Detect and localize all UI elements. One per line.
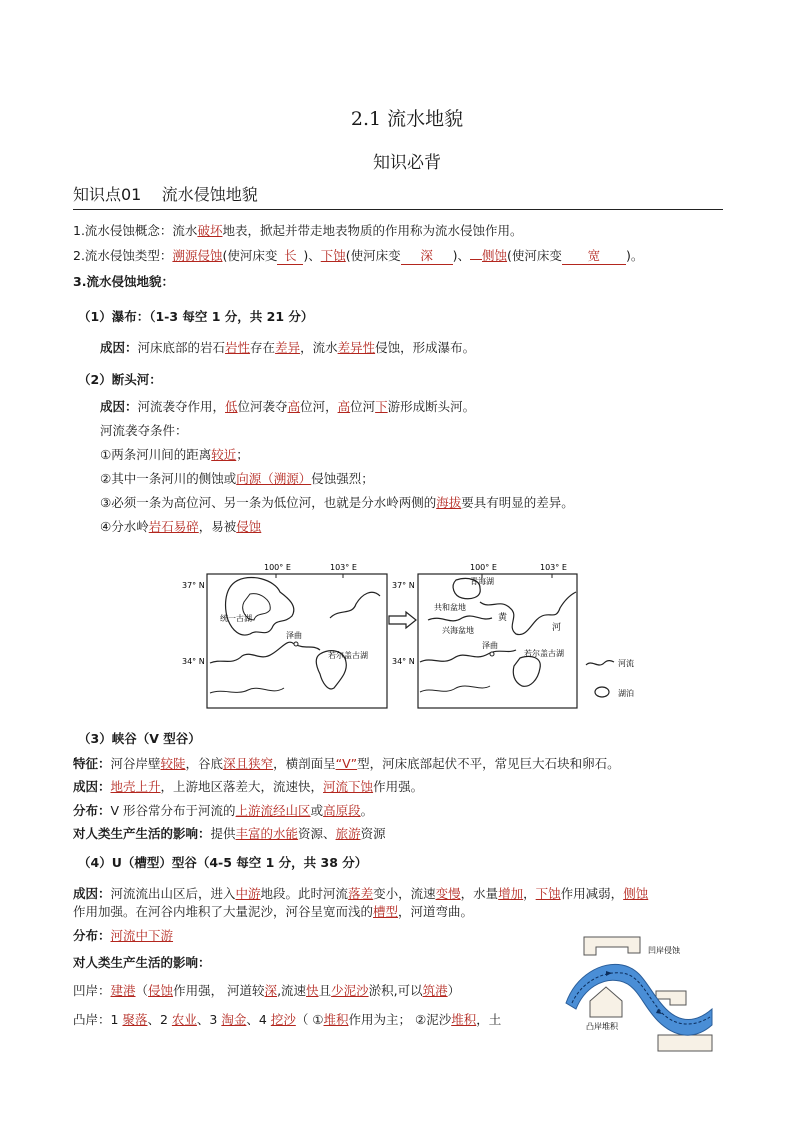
label: 成因：: [100, 399, 138, 414]
label: 对人类生产生活的影响：: [73, 826, 211, 841]
blank-lead: [470, 259, 482, 260]
left-river-upper: [330, 592, 380, 618]
left-lake-label: 统一古湖: [220, 614, 252, 623]
answer: 变慢: [435, 886, 461, 901]
text: 位河，: [300, 399, 338, 414]
text: 作用强。: [373, 779, 424, 794]
right-zequ-label: 泽曲: [482, 641, 498, 650]
text: 淤积,可以: [368, 983, 423, 998]
text: 地表，掀起并带走地表物质的作用称为流水侵蚀作用。: [222, 223, 523, 238]
answer: 差异性: [337, 340, 376, 355]
text: ②其中一条河川的侧蚀或: [100, 471, 237, 486]
label: 成因：: [73, 886, 111, 901]
label: 分布：: [73, 803, 111, 818]
answer: “V”: [335, 756, 358, 771]
text: )、: [452, 248, 471, 263]
section-heading: [73, 182, 723, 210]
text: ④分水岭: [100, 519, 149, 534]
right-zequ-dot: [490, 652, 494, 656]
xinghai-label: 兴海盆地: [442, 626, 474, 635]
answer: 高: [287, 399, 301, 414]
text: 作用加强。在河谷内堆积了大量泥沙，河谷呈宽而浅的: [73, 904, 374, 919]
answer: 丰富的水能: [235, 826, 299, 841]
answer: 深且狭窄: [223, 756, 274, 771]
text: ，: [523, 886, 536, 901]
gorge-cause: [73, 779, 423, 795]
answer: 下蚀: [535, 886, 561, 901]
text: 河床底部的岩石: [137, 340, 226, 355]
gorge-distribution: [73, 803, 373, 819]
beheaded-cause: [100, 399, 475, 415]
answer: 向源（溯源）: [236, 471, 312, 486]
label: 凸岸：: [73, 1012, 111, 1027]
river-capture-map: [180, 558, 640, 714]
uvalley-impact-title: 对人类生产生活的影响：: [73, 955, 211, 970]
left-zequ-dot: [294, 642, 298, 646]
answer: 较陡: [160, 756, 186, 771]
text: ，谷底: [185, 756, 224, 771]
answer: 侧蚀: [623, 886, 649, 901]
text: 或: [310, 803, 324, 818]
condition-2: [100, 471, 374, 487]
answer: 筑港: [422, 983, 448, 998]
answer: 侵蚀: [148, 983, 174, 998]
answer: 增加: [498, 886, 524, 901]
text: ，易被: [198, 519, 237, 534]
text: ）: [447, 983, 461, 998]
legend-lake-label: 湖泊: [618, 689, 634, 698]
answer: 挖沙: [270, 1012, 296, 1027]
text: (使河床变: [345, 248, 401, 263]
answer: 侵蚀: [236, 519, 262, 534]
label: 凹岸：: [73, 983, 111, 998]
text: ,流速: [277, 983, 307, 998]
text: 游形成断头河。: [387, 399, 476, 414]
answer: 下蚀: [320, 248, 346, 263]
answer: 旅游: [335, 826, 361, 841]
text: (使河床变: [222, 248, 278, 263]
text: 资源: [360, 826, 386, 841]
text: 作用强， 河道较: [173, 983, 265, 998]
page-subtitle: 知识必背: [373, 153, 441, 173]
gonghe-label: 共和盆地: [434, 603, 466, 612]
beheaded-heading: （2）断头河：: [78, 372, 162, 387]
answer: 海拔: [436, 495, 462, 510]
text: 、2: [147, 1012, 172, 1027]
answer: 河流下蚀: [323, 779, 374, 794]
right-lat-34: 34° N: [392, 657, 415, 666]
huang-label: 黄: [498, 613, 508, 623]
answer: 河流中下游: [110, 928, 174, 943]
yellow-river: [480, 592, 576, 635]
answer: 下: [375, 399, 388, 414]
concave-bank-block: [584, 937, 640, 955]
answer: 堆积: [451, 1012, 477, 1027]
text: 存在: [250, 340, 276, 355]
uvalley-heading: （4）U（槽型）型谷（4-5 每空 1 分，共 38 分）: [78, 855, 368, 870]
answer: 地壳上升: [110, 779, 161, 794]
text: ，横剖面呈: [273, 756, 336, 771]
bottom-bank-block: [658, 1035, 712, 1051]
legend-river-label: 河流: [618, 659, 634, 668]
concave-bank: [73, 983, 460, 999]
text: 侵蚀，形成瀑布。: [375, 340, 476, 355]
text: （ ①: [295, 1012, 324, 1027]
blank-answer: 宽: [562, 248, 626, 265]
right-ruoer-lake: [513, 656, 540, 686]
text: ①两条河川间的距离: [100, 447, 212, 462]
erosion-label: 凹岸侵蚀: [648, 946, 680, 955]
label: 成因：: [73, 779, 111, 794]
text: 河流流出山区后，进入: [110, 886, 236, 901]
left-lon-103: 103° E: [330, 563, 357, 572]
meander-diagram: [562, 925, 722, 1055]
text: ，水量: [460, 886, 499, 901]
left-river-lower: [210, 688, 284, 693]
answer: 上游流经山区: [235, 803, 311, 818]
text: 位河: [350, 399, 376, 414]
text: 、3: [196, 1012, 222, 1027]
condition-4: [100, 519, 261, 535]
text: ，土: [476, 1012, 502, 1027]
waterfall-heading: （1）瀑布：（1-3 每空 1 分，共 21 分）: [78, 309, 314, 324]
right-lon-103: 103° E: [540, 563, 567, 572]
text: ；: [236, 447, 249, 462]
text: 资源、: [298, 826, 336, 841]
text: 。: [360, 803, 374, 818]
text: 河谷岸壁: [110, 756, 161, 771]
uvalley-cause-line2: [73, 904, 473, 920]
arrow-icon: [389, 612, 416, 628]
answer: 高原段: [323, 803, 361, 818]
answer: 岩石易碎: [148, 519, 199, 534]
uvalley-distribution: [73, 928, 173, 944]
left-lake-outline: [226, 577, 294, 635]
text: 且: [318, 983, 332, 998]
text: ③必须一条为高位河、另一条为低位河，也就是分水岭两侧的: [100, 495, 437, 510]
erosion-concept: [73, 223, 522, 239]
answer: 较近: [211, 447, 237, 462]
deposit-label: 凸岸堆积: [586, 1022, 618, 1031]
text: 位河袭夺: [237, 399, 288, 414]
text: 侵蚀强烈；: [311, 471, 374, 486]
text: ，流水: [300, 340, 338, 355]
landforms-heading: 3.流水侵蚀地貌：: [73, 274, 174, 289]
he-label: 河: [552, 623, 562, 633]
label: 成因：: [100, 340, 138, 355]
text: ，上游地区落差大，流速快，: [160, 779, 324, 794]
answer: 差异: [275, 340, 301, 355]
answer: 聚落: [122, 1012, 148, 1027]
text: 提供: [210, 826, 236, 841]
gorge-features: [73, 756, 620, 772]
text: 地段。此时河流: [260, 886, 349, 901]
page-title: 2.1 流水地貌: [350, 108, 464, 130]
text: 变小，流速: [373, 886, 436, 901]
text: )、: [303, 248, 321, 263]
convex-bank-block: [590, 987, 622, 1017]
label: 分布：: [73, 928, 111, 943]
answer: 高: [337, 399, 351, 414]
text: (使河床变: [507, 248, 562, 263]
right-ruoer-label: 若尔盖古湖: [524, 649, 564, 658]
right-river-bottom: [420, 686, 490, 692]
left-map-frame: [207, 574, 387, 708]
capture-conditions-title: 河流袭夺条件：: [100, 423, 188, 438]
gorge-heading: （3）峡谷（V 型谷）: [78, 731, 201, 746]
answer: 侧蚀: [482, 248, 508, 263]
qinghai-label: 青海湖: [470, 577, 494, 586]
gorge-impact: [73, 826, 386, 842]
text: 要具有明显的差异。: [461, 495, 574, 510]
condition-1: [100, 447, 249, 463]
section-heading-text: 知识点01 流水侵蚀地貌: [73, 185, 258, 204]
answer: 破坏: [197, 223, 223, 238]
answer: 建港: [110, 983, 136, 998]
uvalley-cause-line1: [73, 886, 648, 902]
convex-bank: [73, 1012, 501, 1028]
left-river: [210, 642, 320, 663]
left-lat-37: 37° N: [182, 581, 205, 590]
text: )。: [625, 248, 644, 263]
blank-answer: 深: [401, 248, 453, 265]
text: 型，河床底部起伏不平，常见巨大石块和卵石。: [357, 756, 620, 771]
answer: 落差: [348, 886, 374, 901]
answer: 少泥沙: [331, 983, 369, 998]
condition-3: [100, 495, 574, 511]
answer: 溯源侵蚀: [172, 248, 223, 263]
answer: 槽型: [373, 904, 399, 919]
answer: 岩性: [225, 340, 251, 355]
text: 、4: [246, 1012, 271, 1027]
text: 1: [110, 1012, 123, 1027]
left-zequ-label: 泽曲: [286, 631, 302, 640]
right-lat-37: 37° N: [392, 581, 415, 590]
right-lon-100: 100° E: [470, 563, 497, 572]
answer: 农业: [171, 1012, 197, 1027]
answer: 低: [225, 399, 238, 414]
left-lon-100: 100° E: [264, 563, 291, 572]
text: 2.流水侵蚀类型：: [73, 248, 173, 263]
erosion-types: [73, 248, 643, 265]
text: 1.流水侵蚀概念：流水: [73, 223, 198, 238]
right-river-mid: [428, 616, 492, 621]
answer: 快: [306, 983, 319, 998]
blank-answer: 长: [277, 248, 303, 265]
right-river-lower: [420, 650, 516, 662]
left-lat-34: 34° N: [182, 657, 205, 666]
legend-lake-icon: [595, 687, 609, 697]
answer: 淘金: [221, 1012, 247, 1027]
label: 特征：: [73, 756, 111, 771]
text: （: [135, 983, 149, 998]
text: 作用为主； ②泥沙: [348, 1012, 452, 1027]
left-ruoer-label: 若尔盖古湖: [328, 651, 368, 660]
text: V 形谷常分布于河流的: [110, 803, 236, 818]
text: ，河道弯曲。: [398, 904, 474, 919]
answer: 中游: [235, 886, 261, 901]
waterfall-cause: [100, 340, 475, 356]
answer: 堆积: [323, 1012, 349, 1027]
legend-river-icon: [586, 661, 614, 665]
answer: 深: [264, 983, 278, 998]
text: 河流袭夺作用，: [137, 399, 226, 414]
text: 作用减弱，: [560, 886, 624, 901]
